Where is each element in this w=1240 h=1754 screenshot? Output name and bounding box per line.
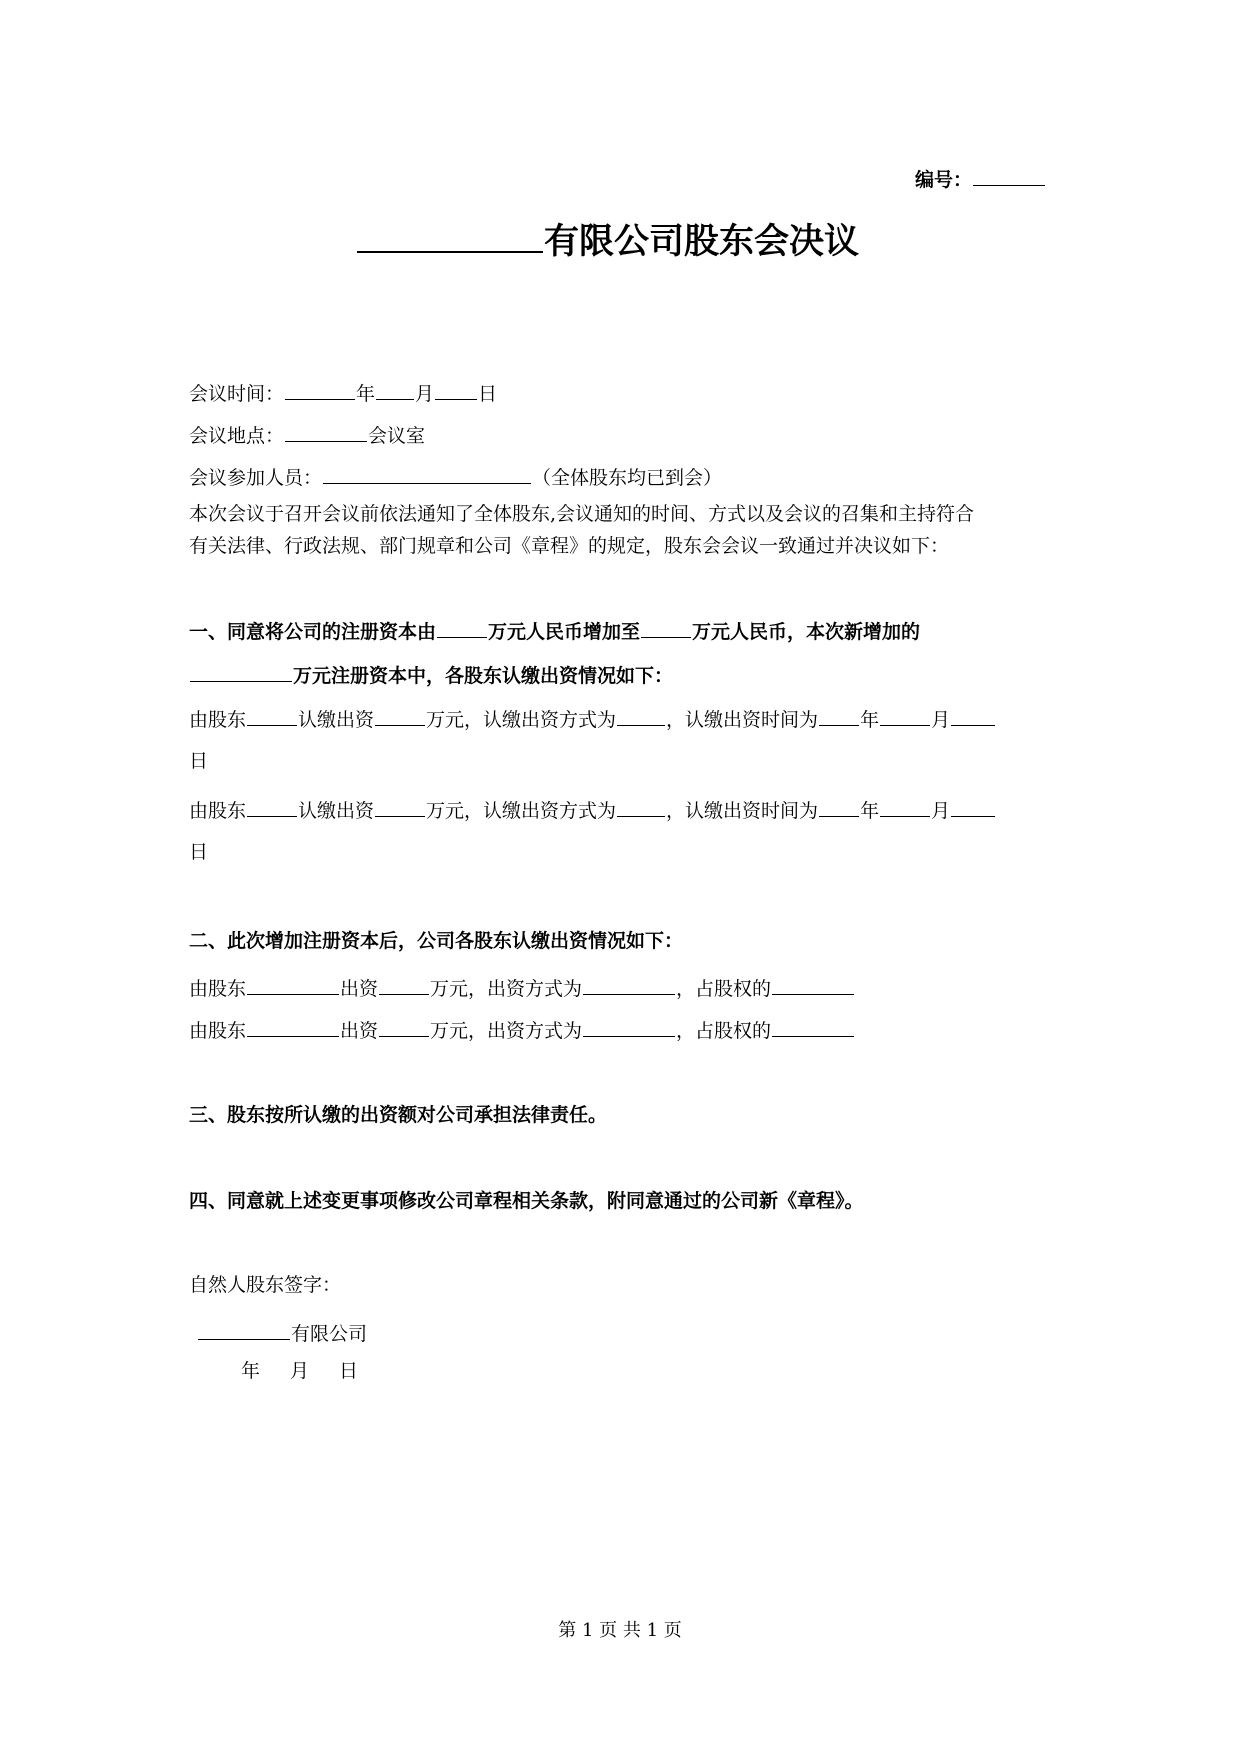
section2-heading: 二、此次增加注册资本后，公司各股东认缴出资情况如下： bbox=[189, 930, 684, 952]
meeting-place-suffix: 会议室 bbox=[368, 425, 426, 447]
signature-year: 年 bbox=[241, 1360, 261, 1382]
row-year: 年 bbox=[860, 800, 880, 822]
day-blank bbox=[951, 706, 995, 726]
row-text-b: 出资 bbox=[340, 978, 379, 1000]
row-text-a: 由股东 bbox=[189, 1020, 247, 1042]
month-blank bbox=[376, 380, 414, 400]
meeting-time bbox=[189, 380, 497, 404]
page-footer: 第 1 页 共 1 页 bbox=[558, 1620, 682, 1641]
row-text-a: 由股东 bbox=[189, 709, 247, 731]
signature-day: 日 bbox=[339, 1360, 359, 1382]
year-blank bbox=[819, 797, 859, 817]
section2-row-1 bbox=[189, 975, 855, 999]
day-blank bbox=[951, 797, 995, 817]
day-label: 日 bbox=[478, 383, 498, 405]
row-text-c: 万元，出资方式为 bbox=[430, 978, 583, 1000]
section1-line1 bbox=[189, 618, 920, 642]
signature-date bbox=[241, 1362, 358, 1381]
section1-row-1-day: 日 bbox=[189, 750, 209, 772]
signature-company bbox=[197, 1320, 367, 1344]
shareholder-blank bbox=[247, 1017, 339, 1037]
method-blank bbox=[617, 797, 665, 817]
year-label: 年 bbox=[356, 383, 376, 405]
intro-line-1: 本次会议于召开会议前依法通知了全体股东,会议通知的时间、方式以及会议的召集和主持符合 bbox=[189, 503, 975, 525]
doc-number-blank bbox=[973, 166, 1045, 186]
row-text-b: 认缴出资 bbox=[298, 800, 375, 822]
company-suffix: 有限公司 bbox=[291, 1323, 368, 1345]
equity-blank bbox=[772, 975, 854, 995]
section1-text-b: 万元人民币增加至 bbox=[488, 621, 641, 643]
shareholder-blank bbox=[247, 975, 339, 995]
new-capital-blank bbox=[641, 618, 691, 638]
company-name-blank bbox=[357, 216, 543, 253]
doc-number bbox=[915, 166, 1046, 190]
meeting-place-label: 会议地点： bbox=[189, 425, 285, 447]
month-blank bbox=[880, 797, 930, 817]
row-text-d: ，占股权的 bbox=[676, 978, 772, 1000]
shareholder-blank bbox=[247, 797, 297, 817]
shareholder-blank bbox=[247, 706, 297, 726]
day-blank bbox=[435, 380, 477, 400]
year-blank bbox=[819, 706, 859, 726]
section1-text-a: 一、同意将公司的注册资本由 bbox=[189, 621, 437, 643]
section1-line2 bbox=[189, 662, 673, 686]
row-text-a: 由股东 bbox=[189, 800, 247, 822]
row-text-c: 万元，认缴出资方式为 bbox=[426, 800, 617, 822]
doc-number-label: 编号： bbox=[915, 169, 973, 191]
section2-row-2 bbox=[189, 1017, 855, 1041]
month-blank bbox=[880, 706, 930, 726]
section1-text-l2: 万元注册资本中，各股东认缴出资情况如下： bbox=[293, 665, 674, 687]
method-blank bbox=[617, 706, 665, 726]
company-blank bbox=[198, 1320, 290, 1340]
row-text-d: ，认缴出资时间为 bbox=[666, 709, 819, 731]
amount-blank bbox=[379, 1017, 429, 1037]
row-month: 月 bbox=[931, 709, 951, 731]
intro-line-2: 有关法律、行政法规、部门规章和公司《章程》的规定，股东会会议一致通过并决议如下： bbox=[189, 535, 950, 557]
meeting-time-label: 会议时间： bbox=[189, 383, 285, 405]
meeting-attendees-label: 会议参加人员： bbox=[189, 467, 323, 489]
original-capital-blank bbox=[437, 618, 487, 638]
meeting-place bbox=[189, 422, 425, 446]
meeting-attendees bbox=[189, 464, 722, 488]
method-blank bbox=[583, 975, 675, 995]
row-text-d: ，认缴出资时间为 bbox=[666, 800, 819, 822]
year-blank bbox=[285, 380, 355, 400]
attendees-blank bbox=[323, 464, 531, 484]
row-year: 年 bbox=[860, 709, 880, 731]
section1-row-2-day: 日 bbox=[189, 841, 209, 863]
place-blank bbox=[285, 422, 367, 442]
amount-blank bbox=[375, 706, 425, 726]
signature-month: 月 bbox=[290, 1360, 310, 1382]
row-text-d: ，占股权的 bbox=[676, 1020, 772, 1042]
row-text-c: 万元，认缴出资方式为 bbox=[426, 709, 617, 731]
section1-row-1 bbox=[189, 706, 996, 730]
method-blank bbox=[583, 1017, 675, 1037]
amount-blank bbox=[379, 975, 429, 995]
equity-blank bbox=[772, 1017, 854, 1037]
row-text-a: 由股东 bbox=[189, 978, 247, 1000]
added-capital-blank bbox=[190, 662, 292, 682]
amount-blank bbox=[375, 797, 425, 817]
row-text-b: 出资 bbox=[340, 1020, 379, 1042]
section1-row-2 bbox=[189, 797, 996, 821]
section3: 三、股东按所认缴的出资额对公司承担法律责任。 bbox=[189, 1104, 608, 1126]
signature-label: 自然人股东签字： bbox=[189, 1274, 342, 1296]
row-text-b: 认缴出资 bbox=[298, 709, 375, 731]
month-label: 月 bbox=[415, 383, 435, 405]
page-title bbox=[356, 214, 859, 264]
row-text-c: 万元，出资方式为 bbox=[430, 1020, 583, 1042]
section4: 四、同意就上述变更事项修改公司章程相关条款，附同意通过的公司新《章程》。 bbox=[189, 1190, 864, 1212]
row-month: 月 bbox=[931, 800, 951, 822]
meeting-attendees-note: （全体股东均已到会） bbox=[532, 467, 723, 489]
page-title-text: 有限公司股东会决议 bbox=[544, 222, 860, 262]
section1-text-c: 万元人民币，本次新增加的 bbox=[692, 621, 921, 643]
